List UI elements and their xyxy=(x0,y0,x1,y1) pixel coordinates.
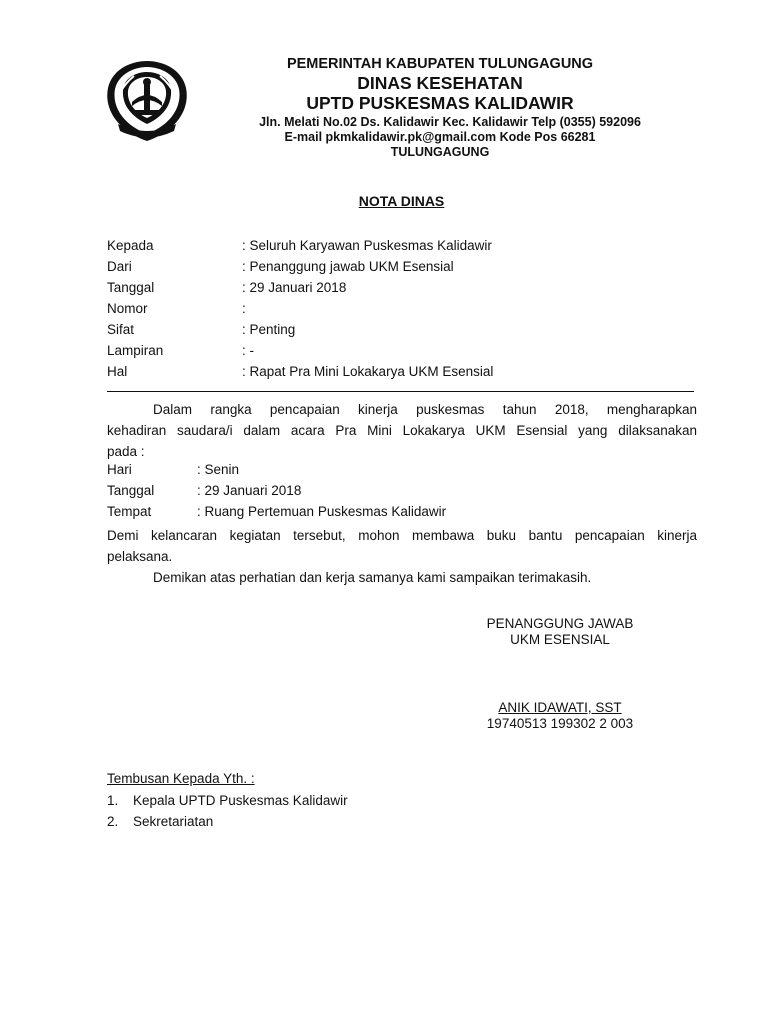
detail-value: : Ruang Pertemuan Puskesmas Kalidawir xyxy=(197,504,447,519)
cc-item-number: 2. xyxy=(107,814,119,829)
signature-nip: 19740513 199302 2 003 xyxy=(486,716,634,731)
meta-label: Dari xyxy=(107,259,132,274)
meta-label: Sifat xyxy=(107,322,135,337)
signature-name: ANIK IDAWATI, SST xyxy=(498,700,622,715)
unit-name: UPTD PUSKESMAS KALIDAWIR xyxy=(306,93,574,113)
body-para2-line2: pelaksana. xyxy=(107,549,173,564)
meta-label: Kepada xyxy=(107,238,154,253)
meta-value: : Penanggung jawab UKM Esensial xyxy=(242,259,454,274)
agency-name: DINAS KESEHATAN xyxy=(357,73,523,93)
meta-label: Hal xyxy=(107,364,128,379)
meta-value: : xyxy=(242,301,246,316)
signature-role-1: PENANGGUNG JAWAB xyxy=(486,616,634,631)
cc-title: Tembusan Kepada Yth. : xyxy=(107,771,255,786)
signature-role-2: UKM ESENSIAL xyxy=(510,632,610,647)
meta-value: : Penting xyxy=(242,322,296,337)
cc-item-text: Sekretariatan xyxy=(133,814,214,829)
address-line: Jln. Melati No.02 Ds. Kalidawir Kec. Kalidawir Telp (0355) 592096 xyxy=(259,115,641,129)
document-title: NOTA DINAS xyxy=(358,193,445,209)
body-para1-line3: pada : xyxy=(107,444,145,459)
government-name: PEMERINTAH KABUPATEN TULUNGAGUNG xyxy=(286,56,594,72)
regency-emblem-icon xyxy=(104,58,190,144)
detail-value: : Senin xyxy=(197,462,240,477)
cc-item-number: 1. xyxy=(107,793,119,808)
detail-label: Tempat xyxy=(107,504,152,519)
detail-label: Hari xyxy=(107,462,132,477)
detail-label: Tanggal xyxy=(107,483,155,498)
email-line: E-mail pkmkalidawir.pk@gmail.com Kode Pos 66281 xyxy=(284,130,596,144)
meta-label: Lampiran xyxy=(107,343,164,358)
header-divider xyxy=(107,391,694,392)
cc-item-text: Kepala UPTD Puskesmas Kalidawir xyxy=(133,793,348,808)
meta-value: : - xyxy=(242,343,254,358)
detail-value: : 29 Januari 2018 xyxy=(197,483,302,498)
body-para1-line1: Dalam rangka pencapaian kinerja puskesmas tahun 2018, mengharapkan xyxy=(153,402,697,417)
body-para3: Demikan atas perhatian dan kerja samanya kami sampaikan terimakasih. xyxy=(153,570,592,585)
meta-value: : 29 Januari 2018 xyxy=(242,280,347,295)
body-para2-line1: Demi kelancaran kegiatan tersebut, mohon membawa buku bantu pencapaian kinerja xyxy=(107,528,697,543)
meta-label: Nomor xyxy=(107,301,148,316)
body-para1-line2: kehadiran saudara/i dalam acara Pra Mini Lokakarya UKM Esensial yang dilaksanakan xyxy=(107,423,697,438)
city-line: TULUNGAGUNG xyxy=(390,145,490,159)
meta-label: Tanggal xyxy=(107,280,155,295)
meta-value: : Rapat Pra Mini Lokakarya UKM Esensial xyxy=(242,364,494,379)
meta-value: : Seluruh Karyawan Puskesmas Kalidawir xyxy=(242,238,492,253)
